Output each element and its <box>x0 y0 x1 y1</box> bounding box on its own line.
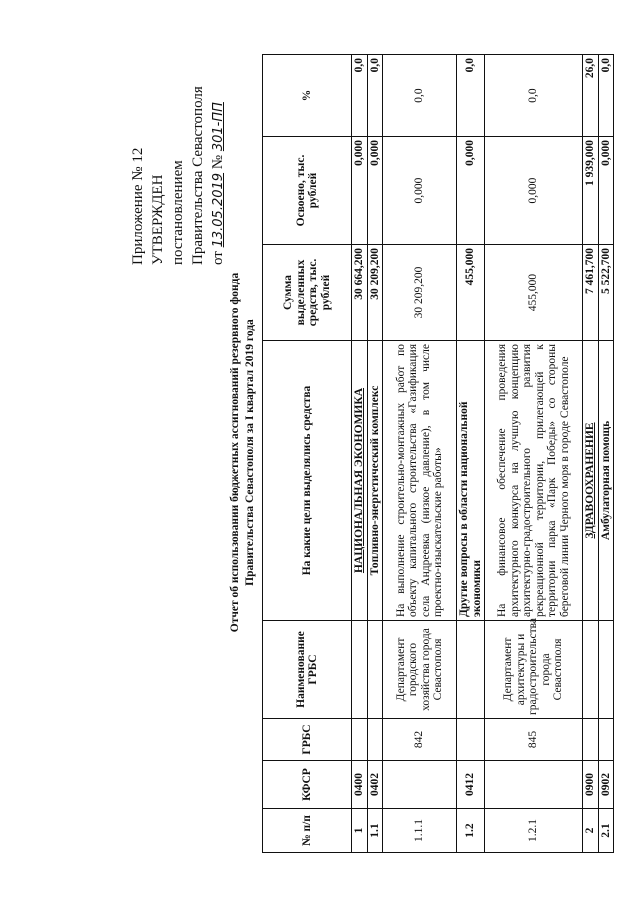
row-num: 1.1 <box>367 809 383 853</box>
row-percent: 0,0 <box>485 55 583 137</box>
table-row <box>598 55 614 853</box>
row-grbs <box>583 719 599 761</box>
row-allocated: 30 209,200 <box>367 245 383 341</box>
row-purpose: Другие вопросы в области национальной экономики <box>457 341 485 621</box>
resolution-date-line <box>208 35 229 265</box>
table-header-row <box>263 55 352 853</box>
row-kfsr: 0412 <box>457 761 485 809</box>
row-percent: 0,0 <box>598 55 614 137</box>
header-allocated: Сумма выделенных средств, тыс. рублей <box>263 245 352 341</box>
row-spent: 0,000 <box>352 137 368 245</box>
row-percent: 0,0 <box>457 55 485 137</box>
row-grbs <box>352 719 368 761</box>
row-percent: 26,0 <box>583 55 599 137</box>
row-grbs <box>598 719 614 761</box>
row-allocated: 455,000 <box>457 245 485 341</box>
table-row <box>367 55 383 853</box>
row-allocated: 30 209,200 <box>383 245 457 341</box>
appendix-number: Приложение № 12 <box>130 147 146 265</box>
row-grbs <box>457 719 485 761</box>
row-spent: 0,000 <box>598 137 614 245</box>
row-kfsr <box>485 761 583 809</box>
row-purpose: Амбулаторная помощь <box>598 341 614 621</box>
date-prefix: от <box>210 251 226 265</box>
row-num: 1 <box>352 809 368 853</box>
table-row <box>583 55 599 853</box>
row-grbs-name <box>367 621 383 719</box>
header-percent: % <box>263 55 352 137</box>
row-percent: 0,0 <box>367 55 383 137</box>
row-spent: 1 939,000 <box>583 137 599 245</box>
approval-stamp-block <box>128 35 229 265</box>
header-kfsr: КФСР <box>263 761 352 809</box>
row-allocated: 5 522,700 <box>598 245 614 341</box>
row-grbs-name <box>583 621 599 719</box>
row-grbs-name <box>598 621 614 719</box>
report-title-line-1: Отчет об использовании бюджетных ассигнований резервного фонда <box>229 272 241 633</box>
row-spent: 0,000 <box>367 137 383 245</box>
row-spent: 0,000 <box>457 137 485 245</box>
row-grbs: 845 <box>485 719 583 761</box>
report-title-line-2: Правительства Севастополя за I квартал 2019 года <box>244 319 256 586</box>
header-grbs-name: Наименование ГРБС <box>263 621 352 719</box>
row-allocated: 30 664,200 <box>352 245 368 341</box>
table-row <box>352 55 368 853</box>
row-allocated: 7 461,700 <box>583 245 599 341</box>
row-purpose: НАЦИОНАЛЬНАЯ ЭКОНОМИКА <box>352 341 368 621</box>
row-kfsr <box>383 761 457 809</box>
table-row <box>383 55 457 853</box>
row-kfsr: 0900 <box>583 761 599 809</box>
resolution-label: постановлением <box>170 160 186 265</box>
row-num: 1.1.1 <box>383 809 457 853</box>
row-purpose: На выполнение строительно-монтажных работ по объекту капитального строительства «Газификация села Андреевка (низкое давление), в том числе проектно-изыскательские работы» <box>383 341 457 621</box>
table-row <box>485 55 583 853</box>
row-num: 2 <box>583 809 599 853</box>
row-purpose: Топливно-энергетический комплекс <box>367 341 383 621</box>
row-purpose: На финансовое обеспечение проведения архитектурного конкурса на лучшую концепцию архитектурно-градостроительного развития рекреационной территории, прилегающей к территории парка «Парк Победы» со стороны береговой линии Черного моря в городе Севастополе <box>485 341 583 621</box>
row-grbs: 842 <box>383 719 457 761</box>
header-purpose: На какие цели выделялись средства <box>263 341 352 621</box>
header-spent: Освоено, тыс. рублей <box>263 137 352 245</box>
row-percent: 0,0 <box>383 55 457 137</box>
row-kfsr: 0402 <box>367 761 383 809</box>
row-spent: 0,000 <box>383 137 457 245</box>
row-grbs-name <box>352 621 368 719</box>
row-num: 1.2 <box>457 809 485 853</box>
approved-label: УТВЕРЖДЕН <box>150 174 166 265</box>
row-grbs-name: Департамент архитектуры и градостроительства города Севастополя <box>485 621 583 719</box>
table-row <box>457 55 485 853</box>
row-kfsr: 0400 <box>352 761 368 809</box>
row-purpose: ЗДРАВООХРАНЕНИЕ <box>583 341 599 621</box>
row-grbs-name <box>457 621 485 719</box>
row-num: 1.2.1 <box>485 809 583 853</box>
row-grbs <box>367 719 383 761</box>
header-num: № п/п <box>263 809 352 853</box>
row-allocated: 455,000 <box>485 245 583 341</box>
row-percent: 0,0 <box>352 55 368 137</box>
row-spent: 0,000 <box>485 137 583 245</box>
row-kfsr: 0902 <box>598 761 614 809</box>
row-grbs-name: Департамент городского хозяйства города Севастополя <box>383 621 457 719</box>
report-title <box>228 0 258 905</box>
row-num: 2.1 <box>598 809 614 853</box>
reserve-fund-table <box>262 54 614 853</box>
resolution-date: 13.05.2019 <box>211 172 226 248</box>
number-prefix: № <box>210 154 226 170</box>
government-label: Правительства Севастополя <box>190 86 206 265</box>
resolution-number: 301-ПП <box>211 102 226 152</box>
header-grbs: ГРБС <box>263 719 352 761</box>
